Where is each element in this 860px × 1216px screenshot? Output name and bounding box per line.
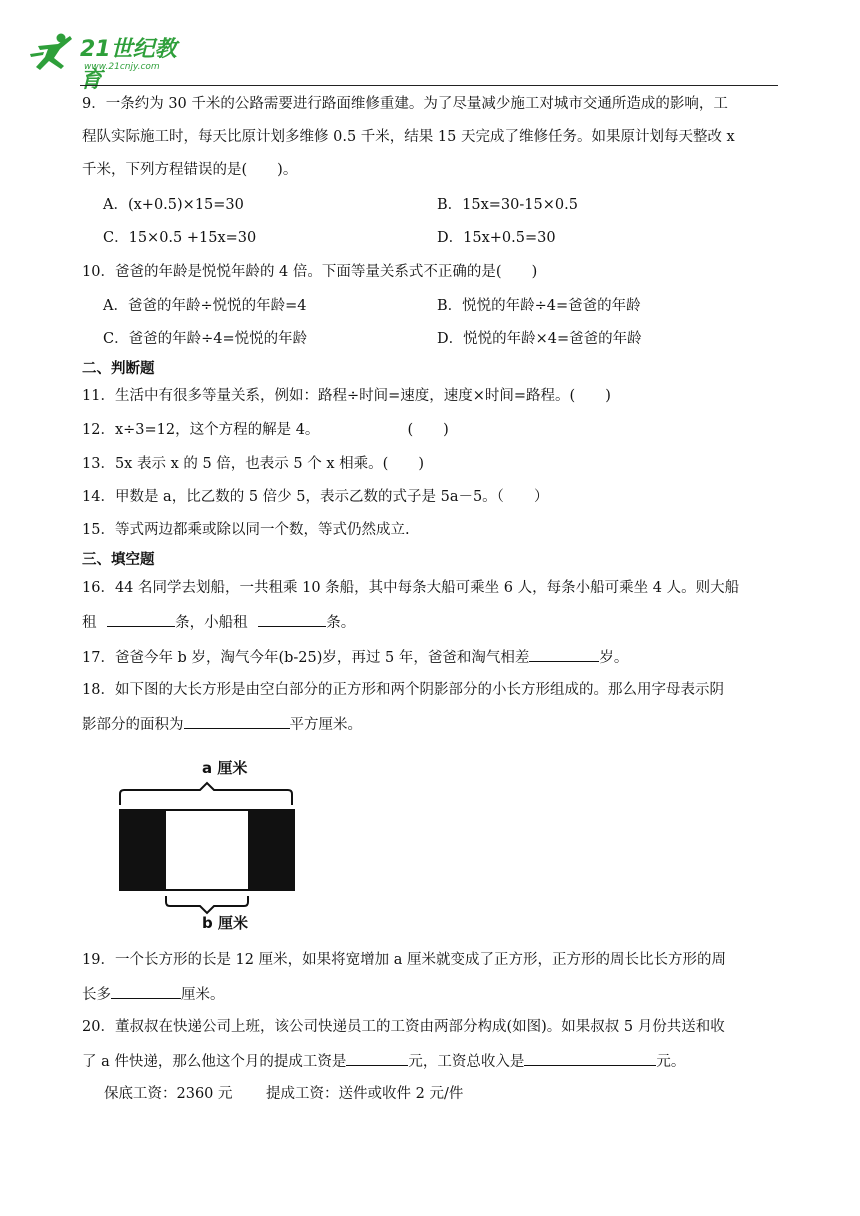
q9-option-c: C．15×0.5 +15x=30 xyxy=(103,230,257,246)
q14-end: ） xyxy=(533,489,549,505)
q20-text-a: 了 a 件快递，那么他这个月的提成工资是 xyxy=(82,1054,347,1070)
q20-commission: 提成工资：送件或收件 2 元/件 xyxy=(266,1086,464,1102)
q18-text-a: 影部分的面积为 xyxy=(82,717,184,733)
q19-blank[interactable] xyxy=(111,982,181,999)
q19-line2 xyxy=(82,982,225,1006)
q9-line2: 程队实际施工时，每天比原计划多维修 0.5 千米，结果 15 天完成了维修任务。如果原计划每天整改 x xyxy=(82,129,735,145)
figure-label-b: b 厘米 xyxy=(202,914,248,932)
q13-line xyxy=(82,453,424,475)
q20-blank-commission[interactable] xyxy=(346,1049,408,1066)
q18-line1: 18．如下图的大长方形是由空白部分的正方形和两个阴影部分的小长方形组成的。那么用字母表示阴 xyxy=(82,682,724,698)
q13-end: ) xyxy=(418,456,424,472)
q18-figure xyxy=(110,750,310,935)
section-heading-judgement: 二、判断题 xyxy=(82,361,155,377)
q9-stem-end: )。 xyxy=(277,162,298,178)
page-header xyxy=(0,0,860,93)
q15-line: 15．等式两边都乘或除以同一个数，等式仍然成立. xyxy=(82,522,410,538)
q11-line xyxy=(82,385,611,407)
q16-text-b: 条，小船租 xyxy=(175,615,248,631)
q18-blank[interactable] xyxy=(184,712,290,729)
q20-base-salary: 保底工资：2360 元 xyxy=(104,1086,233,1102)
q12-text: 12．x÷3=12，这个方程的解是 4。 xyxy=(82,422,320,438)
rectangle-diagram xyxy=(110,750,310,935)
q16-text-c: 条。 xyxy=(326,615,356,631)
q12-line xyxy=(82,419,449,441)
q16-line2 xyxy=(82,610,355,634)
q12-end: ) xyxy=(443,422,449,438)
q17-text: 17．爸爸今年 b 岁，淘气今年(b-25)岁，再过 5 年，爸爸和淘气相差 xyxy=(82,650,530,666)
runner-logo-icon xyxy=(28,32,78,74)
q20-text-c: 元。 xyxy=(656,1054,686,1070)
q19-text-b: 厘米。 xyxy=(181,987,225,1003)
q11-end: ) xyxy=(605,388,611,404)
q20-blank-total[interactable] xyxy=(524,1049,656,1066)
q10-option-a: A．爸爸的年龄÷悦悦的年龄=4 xyxy=(103,298,307,314)
q16-blank-small-boats[interactable] xyxy=(258,610,326,627)
q20-text-b: 元，工资总收入是 xyxy=(408,1054,525,1070)
q12-open: ( xyxy=(407,422,414,438)
q10-stem: 10．爸爸的年龄是悦悦年龄的 4 倍。下面等量关系式不正确的是( xyxy=(82,264,502,280)
q19-text-a: 长多 xyxy=(82,987,111,1003)
q16-blank-big-boats[interactable] xyxy=(107,610,175,627)
q20-line2 xyxy=(82,1049,685,1073)
q9-line1: 9．一条约为 30 千米的公路需要进行路面维修重建。为了尽量减少施工对城市交通所造成的影响，工 xyxy=(82,96,728,112)
q18-text-b: 平方厘米。 xyxy=(289,717,362,733)
q9-line3 xyxy=(82,159,297,181)
header-divider xyxy=(80,85,778,86)
q14-text: 14．甲数是 a，比乙数的 5 倍少 5，表示乙数的式子是 5a－5。（ xyxy=(82,489,504,505)
q16-text-a: 租 xyxy=(82,615,97,631)
q9-option-b: B．15x=30-15×0.5 xyxy=(437,197,578,213)
shaded-left-rectangle xyxy=(120,810,166,890)
q10-stem-end: ) xyxy=(531,264,538,280)
q9-stem: 千米，下列方程错误的是( xyxy=(82,162,248,178)
section-heading-fill-in: 三、填空题 xyxy=(82,552,155,568)
q17-blank[interactable] xyxy=(529,645,599,662)
q11-text: 11．生活中有很多等量关系，例如：路程÷时间=速度，速度×时间=路程。( xyxy=(82,388,576,404)
q17-end: 岁。 xyxy=(599,650,629,666)
shaded-right-rectangle xyxy=(248,810,294,890)
q9-option-d: D．15x+0.5=30 xyxy=(437,230,556,246)
logo xyxy=(28,32,198,93)
q10-stem-line xyxy=(82,261,537,283)
q10-option-d: D．悦悦的年龄×4=爸爸的年龄 xyxy=(437,331,642,347)
top-brace xyxy=(120,783,292,805)
figure-label-a: a 厘米 xyxy=(202,759,248,777)
q10-option-b: B．悦悦的年龄÷4=爸爸的年龄 xyxy=(437,298,641,314)
q13-text: 13．5x 表示 x 的 5 倍，也表示 5 个 x 相乘。( xyxy=(82,456,389,472)
q17-line xyxy=(82,645,628,669)
brand-name: 21世纪教育 xyxy=(80,37,177,93)
bottom-brace xyxy=(166,896,248,913)
q14-line xyxy=(82,486,548,508)
q16-line1: 16．44 名同学去划船，一共租乘 10 条船，其中每条大船可乘坐 6 人，每条小船可乘坐 4 人。则大船 xyxy=(82,580,740,596)
q18-line2 xyxy=(82,712,362,736)
brand-url: www.21cnjy.com xyxy=(84,62,160,72)
q20-line1: 20．董叔叔在快递公司上班，该公司快递员工的工资由两部分构成(如图)。如果叔叔 5 月份共送和收 xyxy=(82,1019,725,1035)
q19-line1: 19．一个长方形的长是 12 厘米，如果将宽增加 a 厘米就变成了正方形，正方形的周长比长方形的周 xyxy=(82,952,726,968)
q10-option-c: C．爸爸的年龄÷4=悦悦的年龄 xyxy=(103,331,308,347)
q9-option-a: A．(x+0.5)×15=30 xyxy=(103,197,244,213)
